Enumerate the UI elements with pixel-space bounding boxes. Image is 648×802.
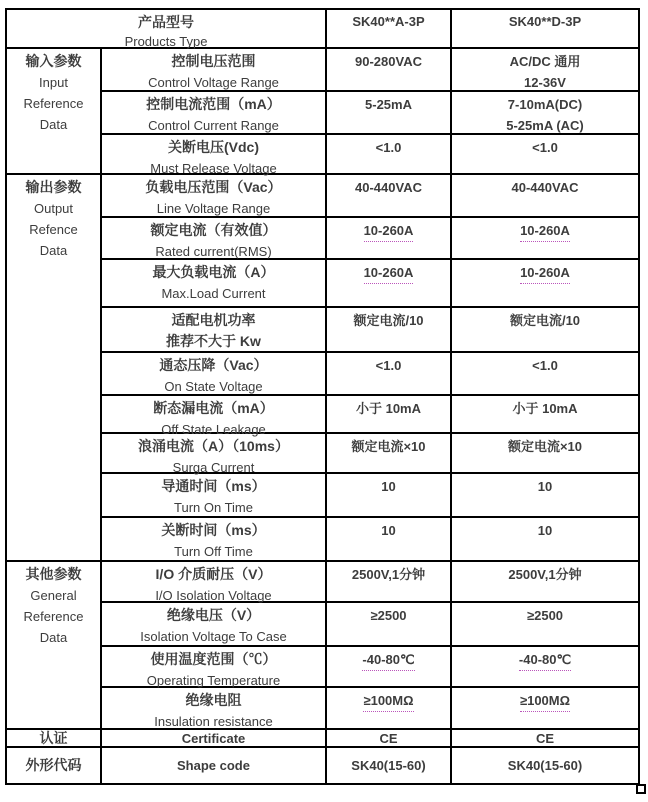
value: ≥2500 xyxy=(526,608,564,623)
table-resize-handle[interactable] xyxy=(636,784,646,794)
value: <1.0 xyxy=(375,140,402,155)
param-zh: 控制电流范围（mA） xyxy=(146,96,281,112)
value-cell-a xyxy=(327,562,452,603)
value: ≥100MΩ xyxy=(520,690,570,712)
value: <1.0 xyxy=(532,140,558,155)
param-zh: 负载电压范围（Vac） xyxy=(145,179,282,195)
group-general-zh: 其他参数 xyxy=(25,566,82,582)
param-cell xyxy=(102,218,327,260)
value-cell-a xyxy=(327,260,452,308)
value: SK40(15-60) xyxy=(507,758,583,773)
value: 额定电流×10 xyxy=(507,439,583,454)
group-input-en3: Data xyxy=(39,117,68,132)
param-en: Turn Off Time xyxy=(174,544,253,559)
param-zh2: 推荐不大于 Kw xyxy=(166,333,261,349)
value: 额定电流/10 xyxy=(353,313,424,328)
certificate-value-a-cell xyxy=(327,730,452,748)
header-product-type-zh: 产品型号 xyxy=(138,14,194,30)
value-cell-a xyxy=(327,688,452,730)
group-input-en1: Input xyxy=(39,75,68,90)
param-zh: 断态漏电流（mA） xyxy=(153,400,274,416)
value-cell-d xyxy=(452,135,638,175)
param-cell xyxy=(102,49,327,92)
value: <1.0 xyxy=(532,358,558,373)
value-cell-a xyxy=(327,92,452,135)
value-cell-d xyxy=(452,647,638,688)
value-cell-d xyxy=(452,92,638,135)
value-cell-a xyxy=(327,434,452,474)
value: 10 xyxy=(381,523,396,538)
param-en: Insulation resistance xyxy=(154,714,273,729)
value: CE xyxy=(379,730,398,746)
header-product-type-en: Products Type xyxy=(124,34,208,49)
value: -40-80℃ xyxy=(362,649,414,671)
value-cell-d xyxy=(452,353,638,396)
value: 10-260A xyxy=(364,262,414,284)
header-model-a-cell xyxy=(327,10,452,49)
value: AC/DC 通用 xyxy=(509,54,581,69)
param-zh: 浪涌电流（A）（10ms） xyxy=(138,438,289,454)
value: 10 xyxy=(381,479,396,494)
value: 5-25mA xyxy=(365,97,412,112)
value-cell-d xyxy=(452,49,638,92)
value-cell-d xyxy=(452,562,638,603)
header-product-type-cell xyxy=(7,10,327,49)
certificate-zh: 认证 xyxy=(39,729,68,746)
value: 10-260A xyxy=(520,220,570,242)
value: 40-440VAC xyxy=(355,180,422,195)
value: 10-260A xyxy=(364,220,414,242)
param-cell xyxy=(102,562,327,603)
value-cell-a xyxy=(327,308,452,353)
certificate-en: Certificate xyxy=(181,730,246,746)
group-output-parameters xyxy=(7,175,102,562)
param-en: Line Voltage Range xyxy=(156,201,271,216)
value-cell-d xyxy=(452,688,638,730)
param-cell xyxy=(102,603,327,647)
value-cell-a xyxy=(327,135,452,175)
param-zh: 最大负载电流（A） xyxy=(152,264,275,280)
value: 90-280VAC xyxy=(355,54,422,69)
certificate-label-cell xyxy=(7,730,102,748)
value: ≥100MΩ xyxy=(363,690,413,712)
value: 2500V,1分钟 xyxy=(351,567,426,582)
value-cell-a xyxy=(327,49,452,92)
param-zh: 关断电压(Vdc) xyxy=(168,139,259,155)
param-zh: 关断时间（ms） xyxy=(161,522,266,538)
param-en: On State Voltage xyxy=(164,379,263,394)
header-model-d-cell xyxy=(452,10,638,49)
param-zh: 使用温度范围（℃） xyxy=(150,651,277,667)
param-cell xyxy=(102,353,327,396)
param-cell xyxy=(102,92,327,135)
value-cell-a xyxy=(327,353,452,396)
param-en: Turn On Time xyxy=(174,500,253,515)
param-en: Off State Leakage xyxy=(161,422,266,437)
spec-table xyxy=(5,8,640,785)
param-cell xyxy=(102,135,327,175)
param-cell xyxy=(102,260,327,308)
value: CE xyxy=(535,730,555,746)
value: 2500V,1分钟 xyxy=(508,567,582,582)
value-cell-d xyxy=(452,474,638,518)
value-cell-a xyxy=(327,603,452,647)
param-zh: 额定电流（有效值） xyxy=(150,222,277,238)
param-en: Isolation Voltage To Case xyxy=(140,629,287,644)
param-cell xyxy=(102,434,327,474)
value-cell-d xyxy=(452,434,638,474)
value-cell-a xyxy=(327,474,452,518)
value-cell-d xyxy=(452,396,638,434)
param-cell xyxy=(102,308,327,353)
group-general-en2: Reference xyxy=(23,609,84,624)
value: ≥2500 xyxy=(370,608,407,623)
param-cell xyxy=(102,175,327,218)
param-zh: 绝缘电阻 xyxy=(185,692,242,708)
param-en: Control Voltage Range xyxy=(148,75,279,90)
value: 10-260A xyxy=(520,262,570,284)
group-output-en2: Refence xyxy=(29,222,78,237)
group-output-en1: Output xyxy=(33,201,74,216)
value: 10 xyxy=(537,523,553,538)
param-zh: 导通时间（ms） xyxy=(161,478,266,494)
shape-code-label-cell xyxy=(7,748,102,783)
value: 40-440VAC xyxy=(511,180,579,195)
group-input-parameters xyxy=(7,49,102,175)
certificate-value-d-cell xyxy=(452,730,638,748)
group-input-zh: 输入参数 xyxy=(25,53,82,69)
param-zh: 控制电压范围 xyxy=(171,53,256,69)
param-cell xyxy=(102,518,327,562)
param-en: Rated current(RMS) xyxy=(155,244,272,259)
param-cell xyxy=(102,474,327,518)
value: 小于 10mA xyxy=(512,401,578,416)
param-cell xyxy=(102,396,327,437)
group-general-parameters xyxy=(7,562,102,730)
value-cell-d xyxy=(452,518,638,562)
model-d-label: SK40**D-3P xyxy=(508,14,582,29)
param-zh: 绝缘电压（V） xyxy=(166,607,261,623)
value: 额定电流/10 xyxy=(509,313,581,328)
shape-code-value-a-cell xyxy=(327,748,452,783)
shape-code-value-d-cell xyxy=(452,748,638,783)
value-cell-d xyxy=(452,603,638,647)
param-zh: I/O 介质耐压（V） xyxy=(155,566,272,582)
group-general-en3: Data xyxy=(39,630,68,645)
value-cell-d xyxy=(452,260,638,308)
group-output-zh: 输出参数 xyxy=(25,179,82,195)
shape-code-zh: 外形代码 xyxy=(25,757,82,773)
value-cell-d xyxy=(452,218,638,260)
value: -40-80℃ xyxy=(519,649,571,671)
value-cell-d xyxy=(452,175,638,218)
value: 5-25mA (AC) xyxy=(506,118,584,133)
param-cell xyxy=(102,647,327,688)
param-en: I/O Isolation Voltage xyxy=(155,588,272,603)
value-cell-a xyxy=(327,218,452,260)
value-cell-a xyxy=(327,175,452,218)
value: 10 xyxy=(537,479,553,494)
value: 12-36V xyxy=(524,75,566,90)
param-zh: 适配电机功率 xyxy=(171,312,256,328)
value: 小于 10mA xyxy=(355,401,422,416)
value-cell-a xyxy=(327,647,452,688)
param-en: Must Release Voltage xyxy=(150,161,277,176)
value-cell-a xyxy=(327,396,452,434)
param-en: Control Current Range xyxy=(148,118,279,133)
value: <1.0 xyxy=(375,358,402,373)
param-cell xyxy=(102,688,327,730)
shape-code-en: Shape code xyxy=(177,758,250,773)
value: 额定电流×10 xyxy=(351,439,426,454)
param-en: Surga Current xyxy=(172,460,255,475)
group-general-en1: General xyxy=(30,588,77,603)
group-output-en3: Data xyxy=(39,243,68,258)
shape-code-en-cell xyxy=(102,748,327,783)
param-en: Max.Load Current xyxy=(161,286,266,301)
model-a-label: SK40**A-3P xyxy=(352,14,425,29)
value-cell-d xyxy=(452,308,638,353)
param-en: Operating Temperature xyxy=(146,673,281,688)
value: 7-10mA(DC) xyxy=(507,97,583,112)
param-zh: 通态压降（Vac） xyxy=(159,357,268,373)
value: SK40(15-60) xyxy=(351,758,426,773)
certificate-en-cell xyxy=(102,730,327,748)
group-input-en2: Reference xyxy=(23,96,84,111)
value-cell-a xyxy=(327,518,452,562)
